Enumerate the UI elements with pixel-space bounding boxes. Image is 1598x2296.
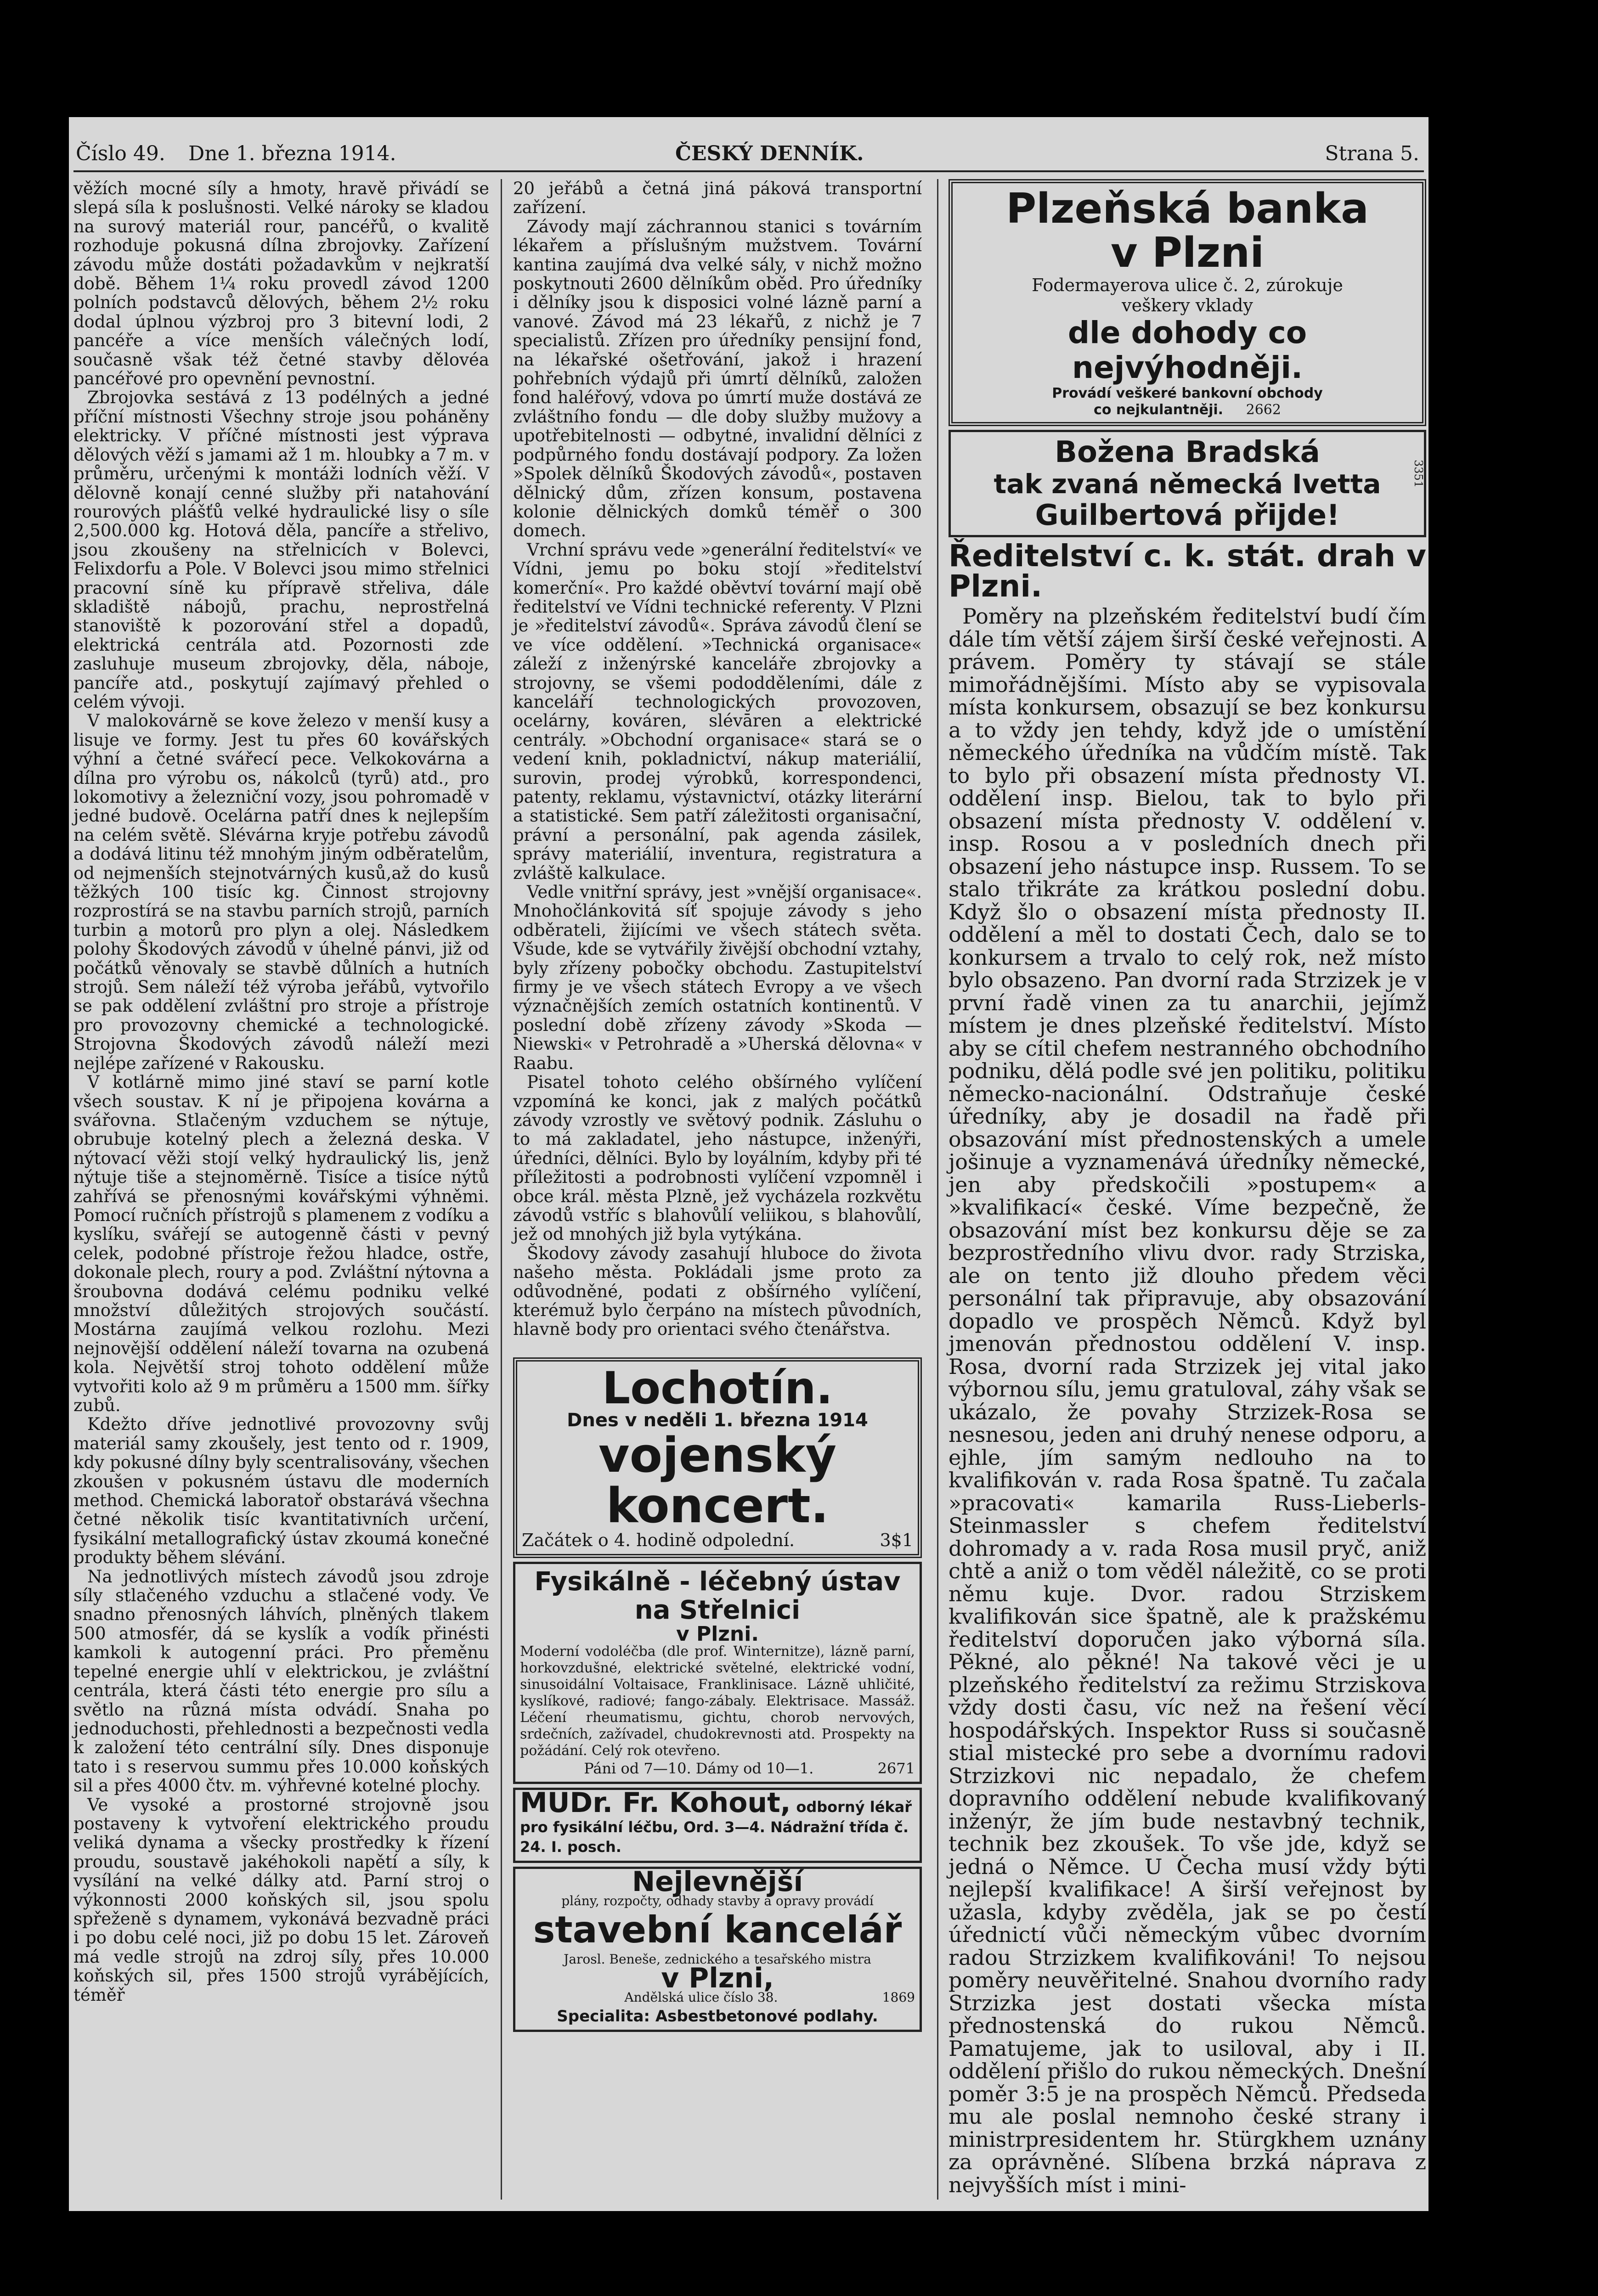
ad-title: Nejlevnější (632, 1865, 803, 1898)
article-paragraph: Vrchní správu vede »generální ředitelství« ve Vídni, jemu po boku stojí »ředitelství komerční«. Pro každé oběvtví tovární mají obě ředitelství ve Vídni technické referenty. V Plzni je »ředitelství závodů«. Správa závodů člení se ve více oddělení. »Technická organisace« záleží z inženýrské kanceláře zbrojovky a strojovny, se všemi pododděleními, dále z kanceláří technologických provozoven, ocelárny, kováren, slévāren a elektrické centrály. »Obchodní organisace« stará se o vedení knih, pokladnictví, nákup materiálií, surovin, prodej výrobků, korrespondenci, patenty, reklamu, výstavnictví, otázky literární a statistické. Sem patří záležitosti organisační, právní a personální, pak agenda zásilek, správy materiálií, inventura, registratura a zvláště kalkulace. (513, 540, 922, 883)
ad-hours: Páni od 7—10. Dámy od 10—1. (584, 1760, 814, 1777)
column-divider (937, 179, 938, 2200)
ad-body: Moderní vodoléčba (dle prof. Winternitze), lázně parní, horkovzdušné, elektrické světelné, elektrické vodní, sinusoidální Voltaisace, Franklinisace. Lázně uhličité, kyslíkové, radiové; fango-zábaly. Elektrisace. Massáž. Léčení rheumatismu, gichtu, chorob nervových, srdečních, zažívadel, chudokrevnosti atd. Prospekty na požádání. Celý rok otevřeno. (520, 1643, 915, 1759)
ad-doctor-text: odborný lékař pro fysikální léčbu, Ord. 3—4. Nádražní třída č. 24. I. posch. (520, 1798, 912, 1856)
article-paragraph: Závody mají záchrannou stanici s továrním lékařem a příslušným mužstvem. Tovární kantina zaujímá dva velké sály, v nichž možno poskytnouti 2600 dělníkům oběd. Pro úředníky i dělníky jsou k disposici volné lázně parní a vanové. Závod má 23 lékařů, z nichž je 7 specialistů. Zřízen pro úředníky pensijní fond, na lékařské ošetřování, jakož i hrazení pohřebních výdajů při úmrtí dělníků, založen fond haléřový, vdova po úmrtí muže dostává ze zvláštního fondu — dle doby služby mužovy a upotřebitelnosti — odbytné, invalidní dělníci z podpůrného fondu dostávají podpory. Za ložen »Spolek dělníků Škodových závodů«, postaven dělnický dům, zřízen konsum, postavena kolonie dělnických domků téměř o 300 domech. (513, 216, 922, 541)
article-paragraph: Škodovy závody zasahují hluboce do života našeho města. Pokládali jsme proto za odůvodněné, podati z obšírného vylíčení, kterémuž bylo čerpáno na místech původních, hlavně body pro orientaci svého čtenářstva. (513, 1243, 922, 1339)
ad-services: plány, rozpočty, odhady stavby a opravy provádí (561, 1893, 874, 1909)
ad-mudr-kohout (513, 1788, 922, 1863)
article-paragraph: věžích mocné síly a hmoty, hravě přivádí se slepá síla k poslušnosti. Velké nároky se kladou na surový materiál rour, pancéřů, o kvalitě rozhoduje pokusná dílna zbrojovky. Zařízení závodu může dostáti požadavkům v nejkratší době. Během 1¼ roku provedl závod 1200 polních podstavců dělových, během 2½ roku dodal úplnou výzbroj pro 3 bitevní lodi, 2 pancéře a více menších válečných lodí, současně však též četné stavby dělovéa pancéřové pro opevnění pevnostní. (73, 179, 489, 389)
ad-address: Andělská ulice číslo 38. (624, 1990, 778, 2005)
ad-date: Dnes v neděli 1. března 1914 (567, 1409, 868, 1431)
column-divider (501, 179, 502, 2200)
newspaper-page (69, 117, 1429, 2211)
article-paragraph: Na jednotlivých místech závodů jsou zdroje síly stlačeného vzduchu a stlačené vody. Ve snadno přenosných láhvích, plněných tlakem 500 atmosfér, dá se kyslík a vodík přinésti kamkoli k autogenní práci. Pro přeměnu tepelné energie uhlí v elektrickou, je zvláštní centrála, která části této energie pro sílu a světlo na různá místa odvádí. Snaha po jednoduchosti, přehlednosti a bezpečnosti vedla k založení této centrální síly. Dnes disponuje tato i s reservou summu přes 10.000 koňských sil a přes 4000 čtv. m. výhřevné kotelné plochy. (73, 1566, 489, 1796)
ad-time: Začátek o 4. hodině odpolední. (522, 1530, 795, 1551)
article-paragraph: V kotlárně mimo jiné staví se parní kotle všech soustav. K ní je připojena kovárna a svářovna. Stlačeným vzduchem se nýtuje, obrubuje kotelný plech a železná deska. V nýtovací věži stojí velký hydraulický lis, jenž nýtuje tiše a stejnoměrně. Tisíce a tisíce nýtů zahřívá se přenosnými kovářskými výhněmi. Pomocí ručních přístrojů s plamenem z vodíku a kyslíku, svářejí se autogenně části v pevný celek, podobné přístroje řežou hladce, ostře, dokonale plech, roury a pod. Zvláštní nýtovna a šroubovna dodává celému podniku velké množství důležitých strojových součástí. Mostárna zaujímá velkou rozlohu. Mezi nejnovější oddělení náleží tovarna na ozubená kola. Největší stroj tohoto oddělení může vytvořiti kolo až 9 m průměru a 1500 mm. šířky zubů. (73, 1072, 489, 1415)
ad-headline: vojenský koncert. (598, 1427, 837, 1534)
ad-subtitle: tak zvaná německá Ivetta (994, 468, 1381, 500)
ad-fysikalni-ustav (513, 1562, 922, 1784)
page-number: Strana 5. (1325, 142, 1419, 165)
ad-lochotin (513, 1357, 922, 1558)
column-3 (949, 179, 1426, 2196)
ad-subtitle: v Plzni (1110, 229, 1265, 277)
ad-number: 3$1 (880, 1530, 913, 1551)
page-header (69, 139, 1429, 169)
article-paragraph: V malokovárně se kove železo v menší kusy a lisuje ve formy. Jest tu přes 60 kovářských výhní a četné svářecí pece. Velkokovárna a dílna pro výrobu os, nákolců (tyrů) atd., pro lokomotivy a železniční vozy, jsou pohromadě v jedné budově. Ocelárna patří dnes k nejlepším na celém světě. Slévárna kryje potřebu závodů a dodává litinu též mnohým jiným odběratelům, od nejmenších stejnotvárných kusů,až do kusů těžkých 100 tisíc kg. Činnost strojovny rozprostírá se na stavbu parních strojů, parních turbin a motorů pro plyn a olej. Následkem polohy Škodových závodů v úhelné pánvi, již od počátků věnovaly se stavbě důlních a hutních strojů. Sem náleží též výroba jeřábů, vytvořilo se pak oddělení zvláštní pro stroje a přístroje pro provozovny chemické a technologické. Strojovna Škodových závodů náleží mezi nejlépe zařízené v Rakousku. (73, 711, 489, 1073)
ad-title: Plzeňská banka (1006, 185, 1369, 233)
article-paragraph: Ve vysoké a prostorné strojovně jsou postaveny k vytvoření elektrického proudu veliká dynama a všecky prostředky k řízení proudu, soustavě jakéhokoli napětí a síly, k vysílání na velké dálky atd. Parní stroj o výkonnosti 2000 koňských sil, jsou spolu spřeženě s dynamem, vykonává bezvadně práci i po dobu celé noci, již po dobu 15 let. Zároveň má vedle strojů na zdroj síly, přes 10.000 koňských sil, přes 1500 strojů vyrábějících, téměř (73, 1795, 489, 2005)
issue-date: Dne 1. března 1914. (188, 142, 396, 165)
ad-deposits: veškery vklady (1122, 295, 1253, 315)
ad-address: Fodermayerova ulice č. 2, zúrokuje (1032, 275, 1343, 295)
article-paragraph: 20 jeřábů a četná jiná páková transportní zařízení. (513, 179, 922, 218)
ad-number: 1869 (882, 1990, 915, 2005)
article-paragraph: Zbrojovka sestává z 13 podélných a jedné příční místnosti Všechny stroje jsou poháněny elektricky. V příčné místnosti jest výprava dělových věží s jamami až 1 m. hloubky a 7 m. v průměru, určenými k montáži lodních věží. V dělovně konají cenné služby při natahování rourových plášťů velké hydraulické lisy o síle 2,500.000 kg. Hotová děla, pancíře a střelivo, jsou zkoušeny na střelnicích v Bolevci, Felixdorfu a Pole. V Bolevci jsou mimo střelnici pracovní síně ku přípravě střeliva, dále skladiště nábojů, prachu, neprostřelná stanoviště k pozorování střel a dopadů, elektrická centrála atd. Pozornosti zde zasluhuje museum zbrojovky, děla, náboje, pancíře atd., poskytují zajímavý přehled o celém vývoji. (73, 388, 489, 712)
ad-headline: stavební kancelář (533, 1908, 902, 1952)
article-paragraph: Pisatel tohoto celého obšírného vylíčení vzpomíná ke konci, jak z malých počátků závody vzrostly ve světový podnik. Zásluhu o to má zakladatel, jeho nástupce, inženýři, úředníci, dělníci. Bylo by loyálním, kdyby při té příležitosti a podrobnosti vylíčení vzpomněl i obce král. města Plzně, jež vycházela rozkvětu závodů vstříc s blahovůlí veliikou, s blahovůlí, jež od mnohých již byla vytýkána. (513, 1072, 922, 1244)
ad-stavebni-kancelar (513, 1867, 922, 2032)
ad-subtitle: v Plzni. (676, 1622, 759, 1646)
ad-doctor-name: MUDr. Fr. Kohout, (520, 1787, 791, 1819)
ad-number: 3351 (1412, 460, 1425, 488)
article-paragraph: Poměry na plzeňském ředitelství budí čím dále tím větší zájem širší české veřejnosti. A právem. Poměry ty stávají se stále mimořádnějšími. Místo aby se vypisovala místa konkursem, obsazují se bez konkursu a to vždy jen tehdy, když jde o umístění německého úředníka na vůdčím místě. Tak to bylo při obsazení místa přednosty VI. oddělení insp. Bielou, tak to bylo při obsazení místa přednosty V. oddělení v. insp. Rosou a v posledních dnech při obsazení jeho nástupce insp. Russem. To se stalo třikráte za krátkou poslední dobu. Když šlo o obsazení místa přednosty II. oddělení a měl to dostati Čech, dalo se to konkursem a trvalo to celý rok, než místo bylo obsazeno. Pan dvorní rada Strzizek je v první řadě vinen za tu anarchii, jejímž místem je dnes plzeňské ředitelství. Místo aby se cítil chefem nestranného obchodního podniku, dělá podle své jen politiku, politiku německo-nacionální. Odstraňuje české úředníky, aby je dosadil na řadě při obsazování míst přednostenských a umele jošinuje a vyznamenává úředníky německé, jen aby předskočili »postupem« a »kvalifikací« české. Víme bezpečně, že obsazování míst bez konkursu děje se za bezprostředního vlivu dvor. rady Strziska, ale on tento již dlouho předem věci personální tak připravuje, aby obsazování dopadlo ve prospěch Němců. Když byl jmenován přednostou oddělení V. insp. Rosa, dvorní rada Strzizek jej vital jako výbornou sílu, jemu gratuloval, záhy však se ukázalo, že povahy Strzizek-Rosa se nesnesou, jeden ani druhý nenese odporu, a ejhle, jím samým nedlouho na to kvalifikován v. rada Rosa špatně. Tu začala »pracovati« kamarila Russ-Lieberls-Steinmassler s chefem ředitelství dohromady a v. rada Rosa musil pryč, aniž chtě a aniž o tom věděl náležitě, co se proti němu kuje. Dvor. radou Strziskem kvalifikován sice špatně, ale k pražskému ředitelství doporučen jako výborná síla. Pěkné, alo pěkné! Na takové věci je u plzeňského ředitelství za režimu Strziskova vždy dosti času, víc než na řešení věcí hospodářských. Inspektor Russ si současně stial mistecké pro sebe a dvornímu radovi Strzizkovi nic nepadalo, že chefem dopravního oddělení nebude kvalifikovaný inženýr, že jím bude nestavbný technik, technik bez zkoušek. To vše jde, když se jedná o Němce. U Čecha musí vždy býti nejlepší kvalifikace! A širší veřejnost by užasla, kdyby zvěděla, jak se po čestí úřednictí vůči německým vůbec dvorním radou Strzizkem kvalifikováni! To nejsou poměry neuvěřitelné. Snahou dvorního rady Strzizka jest dostati všecka místa přednostenská do rukou Němců. Pamatujeme, jak to usiloval, aby i II. oddělení přišlo do rukou německých. Dnešní poměr 3:5 je na prospěch Němců. Předseda mu ale poslal nemnoho české strany i ministrpresidentem hr. Stürgkhem uznány za oprávněné. Slíbena brzká náprava z nejvyšších míst i mini- (949, 604, 1426, 2197)
column-1 (73, 179, 489, 2004)
issue-number: Číslo 49. (76, 142, 165, 165)
article-paragraph: Vedle vnitřní správy, jest »vnější organisace«. Mnohočlánkovitá síť spojuje závody s jeho odběrateli, žijícími ve všech státech světa. Všude, kde se vytvářily živější obchodní vztahy, byly zřízeny pobočky obchodu. Zastupitelství firmy je ve všech státech Evropy a ve všech význačnějších zemích ostatních kontinentů. V poslední době zřízeny závody »Skoda —Niewski« v Petrohradě a »Uherská dělovna« v Raabu. (513, 882, 922, 1073)
ad-headline: Guilbertová přijde! (1035, 498, 1340, 532)
ad-services-tail: co nejkulantněji. (1094, 402, 1224, 418)
ad-plzenska-banka (949, 179, 1426, 426)
ad-headline: dle dohody co nejvýhodněji. (1067, 315, 1307, 385)
ad-title: Fysikálně - léčebný ústav na Střelnici (534, 1566, 901, 1625)
ad-title: Lochotín. (602, 1362, 833, 1414)
column-2 (513, 179, 922, 2036)
newspaper-title: ČESKÝ DENNÍK. (675, 142, 864, 165)
article-heading: Ředitelství c. k. stát. drah v Plzni. (949, 538, 1426, 604)
ad-title: Božena Bradská (1055, 435, 1320, 469)
ad-bozena-bradska (949, 430, 1426, 537)
ad-specialty: Specialita: Asbestbetonové podlahy. (557, 2007, 878, 2026)
ad-services: Provádí veškeré bankovní obchody (1052, 385, 1323, 401)
ad-owner: Jarosl. Beneše, zednického a tesařského mistra (564, 1952, 871, 1967)
header-rule (73, 170, 1424, 172)
ad-number: 2662 (1246, 402, 1281, 418)
ad-number: 2671 (877, 1760, 915, 1777)
ad-city: v Plzni, (661, 1962, 774, 1994)
article-paragraph: Kdežto dříve jednotlivé provozovny svůj materiál samy zkoušely, jest tento od r. 1909, kdy pokusné dílny byly scentralisovány, všechen zkoušen v pokusném ústavu dle moderních method. Chemická laboratoř obstarává všechna četné několik tisíc kvantitativních určení, fysikální metallografický ústav zkoumá konečné produkty během slévání. (73, 1414, 489, 1568)
